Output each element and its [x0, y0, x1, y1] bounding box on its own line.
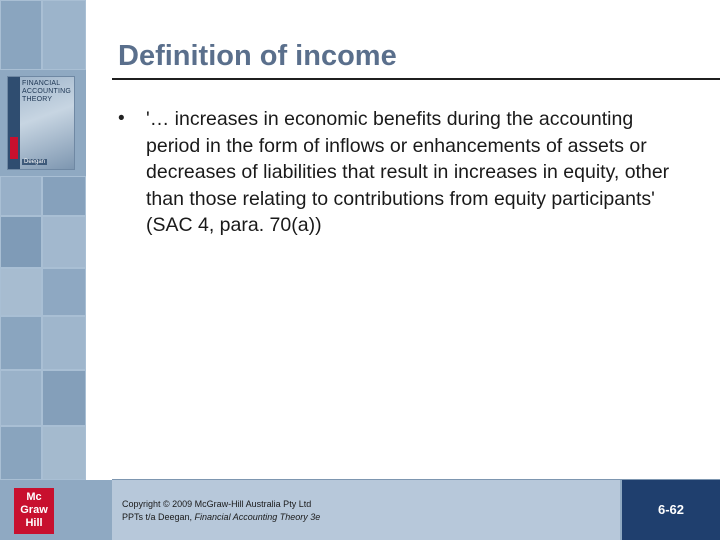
sidebar-tile [42, 216, 86, 268]
cover-author: Deegan [24, 159, 46, 165]
sidebar-tile [42, 426, 86, 480]
page-number-box [622, 480, 720, 540]
bullet-text: '… increases in economic benefits during the accounting period in the form of inflows or enhancements of assets or decreases of liabilities that result in increases in equity, other than those relating to contributions from equity participants' (SAC 4, para. 70(a)) [146, 108, 670, 236]
sidebar-tile [0, 0, 42, 70]
bullet-item [118, 106, 688, 239]
sidebar-tile [0, 268, 42, 316]
sidebar-tile [42, 0, 86, 70]
page-number: 6-62 [657, 502, 685, 517]
cover-publisher-mark [10, 137, 18, 159]
mcgraw-hill-logo [14, 488, 54, 534]
sidebar-tile [42, 316, 86, 370]
copyright-line-2-prefix: PPTs t/a Deegan, [122, 512, 195, 522]
sidebar-tile [0, 426, 42, 480]
sidebar-panel [0, 0, 86, 540]
copyright-line-1: Copyright © 2009 McGraw-Hill Australia Pty Ltd [122, 499, 312, 509]
sidebar-tile [42, 176, 86, 216]
logo-line-1: Mc [26, 491, 42, 503]
sidebar-tile [0, 216, 42, 268]
copyright-book-title: Financial Accounting Theory 3e [194, 512, 321, 522]
sidebar-tile [0, 176, 42, 216]
title-divider [112, 78, 720, 80]
bullet-marker: • [118, 108, 125, 129]
copyright-notice [122, 498, 320, 524]
textbook-cover-image [7, 76, 75, 170]
sidebar-tile [42, 268, 86, 316]
sidebar-tile [0, 316, 42, 370]
slide-title: Definition of income [118, 40, 397, 72]
logo-line-3: Hill [25, 517, 43, 529]
cover-title: FINANCIAL ACCOUNTING THEORY [22, 80, 72, 103]
logo-line-2: Graw [20, 504, 48, 516]
sidebar-tile [0, 370, 42, 426]
sidebar-tile [42, 370, 86, 426]
copyright-line-2 [122, 511, 320, 524]
